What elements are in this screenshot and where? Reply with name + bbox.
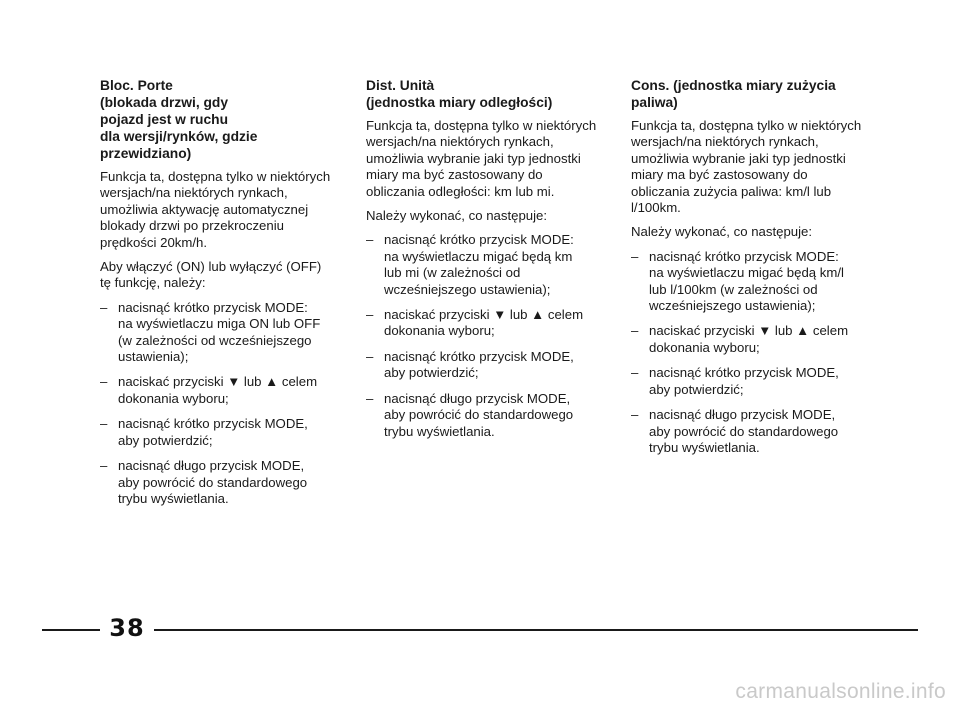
list-dash: – (100, 374, 108, 390)
step-item (631, 249, 863, 315)
step-item (631, 365, 863, 398)
step-line: na wyświetlaczu miga ON lub OFF (118, 316, 321, 332)
step-line: nacisnąć krótko przycisk MODE: (118, 299, 308, 315)
heading-line: (blokada drzwi, gdy (100, 95, 229, 110)
step-line: aby powrócić do standardowego (118, 474, 308, 490)
step-item (366, 391, 598, 440)
column-consumption-unit (631, 77, 863, 465)
body-paragraph: Należy wykonać, co następuje: (631, 224, 813, 240)
step-item (366, 307, 598, 340)
step-line: lub mi (w zależności od (384, 265, 521, 281)
step-item (100, 458, 332, 507)
list-dash: – (366, 232, 374, 248)
step-line: trybu wyświetlania. (649, 439, 760, 455)
step-line: (w zależności od wcześniejszego (118, 332, 312, 348)
step-line: wcześniejszego ustawienia); (649, 298, 816, 314)
heading-line: pojazd jest w ruchu (100, 112, 229, 127)
step-line: nacisnąć krótko przycisk MODE: (384, 232, 574, 248)
step-line: nacisnąć krótko przycisk MODE, (384, 348, 574, 364)
list-dash: – (100, 299, 108, 315)
step-item (366, 349, 598, 382)
step-list (366, 232, 598, 439)
section-heading (631, 77, 863, 111)
column-distance-unit (366, 77, 598, 449)
list-dash: – (100, 458, 108, 474)
list-dash: – (366, 307, 374, 323)
step-line: dokonania wyboru; (649, 339, 760, 355)
step-item (631, 323, 863, 356)
step-item (100, 416, 332, 449)
step-line: nacisnąć długo przycisk MODE, (649, 407, 836, 423)
list-dash: – (631, 248, 639, 264)
step-line: dokonania wyboru; (384, 323, 495, 339)
step-line: nacisnąć krótko przycisk MODE: (649, 248, 839, 264)
section-heading (366, 77, 598, 111)
watermark-text: carmanualsonline.info (735, 680, 946, 703)
step-item (100, 300, 332, 366)
list-dash: – (366, 390, 374, 406)
step-line: na wyświetlaczu migać będą km (384, 248, 573, 264)
step-line: trybu wyświetlania. (118, 490, 229, 506)
list-dash: – (631, 323, 639, 339)
step-item (100, 374, 332, 407)
heading-line: Cons. (jednostka miary zużycia (631, 78, 836, 93)
list-dash: – (631, 407, 639, 423)
step-line: naciskać przyciski ▼ lub ▲ celem (118, 374, 318, 390)
body-paragraph: Funkcja ta, dostępna tylko w niektórych wersjach/na niektórych rynkach, umożliwia wybranie jaki typ jednostki miary ma być zastosowany do obliczania zużycia paliwa: km/l lub l/100km. (631, 118, 862, 216)
heading-line: Dist. Unità (366, 78, 435, 93)
heading-line: paliwa) (631, 95, 678, 110)
step-item (366, 232, 598, 298)
body-paragraph: Funkcja ta, dostępna tylko w niektórych wersjach/na niektórych rynkach, umożliwia aktywację automatycznej blokady drzwi po przekroczeniu prędkości 20km/h. (100, 169, 331, 250)
step-line: aby potwierdzić; (384, 365, 479, 381)
step-line: wcześniejszego ustawienia); (384, 281, 551, 297)
footer-rule-left (42, 629, 100, 631)
step-line: aby potwierdzić; (649, 381, 744, 397)
section-heading (100, 77, 332, 162)
body-paragraph: Funkcja ta, dostępna tylko w niektórych wersjach/na niektórych rynkach, umożliwia wybranie jaki typ jednostki miary ma być zastosowany do obliczania odległości: km lub mi. (366, 118, 597, 199)
step-list (100, 300, 332, 507)
step-line: lub l/100km (w zależności od (649, 281, 818, 297)
page-number: 38 (109, 614, 145, 642)
list-dash: – (366, 348, 374, 364)
step-line: nacisnąć krótko przycisk MODE, (118, 416, 308, 432)
step-line: trybu wyświetlania. (384, 423, 495, 439)
step-list (631, 249, 863, 456)
step-line: aby powrócić do standardowego (384, 407, 574, 423)
step-item (631, 407, 863, 456)
heading-line: (jednostka miary odległości) (366, 95, 553, 110)
step-line: na wyświetlaczu migać będą km/l (649, 265, 844, 281)
step-line: ustawienia); (118, 349, 189, 365)
footer-rule-right (154, 629, 918, 631)
step-line: nacisnąć krótko przycisk MODE, (649, 365, 839, 381)
heading-line: przewidziano) (100, 146, 192, 161)
step-line: nacisnąć długo przycisk MODE, (118, 458, 305, 474)
list-dash: – (100, 416, 108, 432)
body-paragraph: Aby włączyć (ON) lub wyłączyć (OFF) tę funkcję, należy: (100, 259, 322, 291)
list-dash: – (631, 365, 639, 381)
step-line: naciskać przyciski ▼ lub ▲ celem (384, 307, 584, 323)
body-paragraph: Należy wykonać, co następuje: (366, 208, 548, 224)
heading-line: Bloc. Porte (100, 78, 173, 93)
step-line: dokonania wyboru; (118, 390, 229, 406)
step-line: nacisnąć długo przycisk MODE, (384, 390, 571, 406)
step-line: aby potwierdzić; (118, 432, 213, 448)
step-line: aby powrócić do standardowego (649, 423, 839, 439)
step-line: naciskać przyciski ▼ lub ▲ celem (649, 323, 849, 339)
column-door-lock (100, 77, 332, 516)
heading-line: dla wersji/rynków, gdzie (100, 129, 258, 144)
